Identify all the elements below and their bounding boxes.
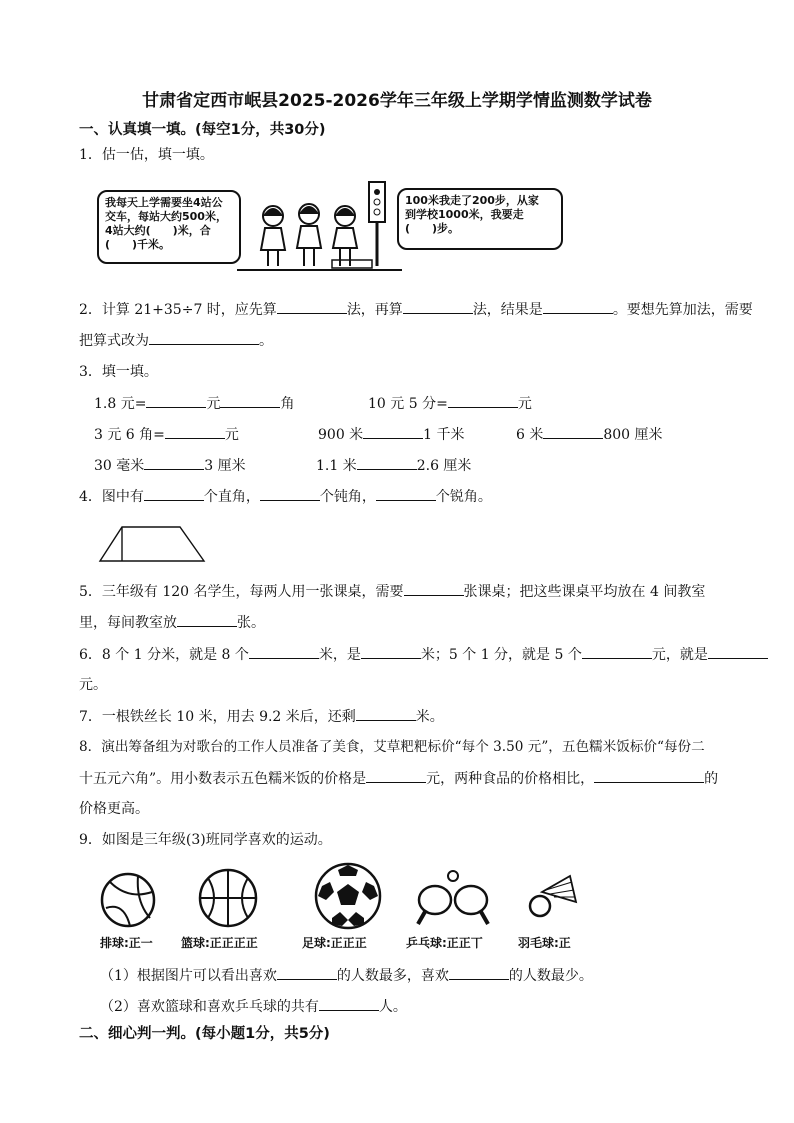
q3-row-1a — [94, 393, 294, 414]
q8-blank[interactable] — [594, 768, 704, 783]
q3-row-2b — [318, 424, 465, 445]
q9-text: 的人数最少。 — [508, 968, 593, 984]
q2-text-a: 2．计算 21+35÷7 时，应先算 — [79, 302, 277, 318]
q2-blank-4[interactable] — [149, 330, 259, 345]
q4-blank[interactable] — [144, 486, 204, 501]
q3-row-2c — [516, 424, 663, 445]
volleyball-icon — [102, 874, 154, 926]
q8-text: 的 — [704, 771, 719, 787]
q8-text: 元，两种食品的价格相比， — [426, 771, 595, 787]
q2-text-c: 法，结果是 — [472, 302, 543, 318]
q4-text: 个锐角。 — [435, 489, 492, 505]
q3-text: 2.6 厘米 — [416, 458, 472, 474]
q6-text: 米；5 个 1 分，就是 5 个 — [420, 647, 582, 663]
q6-blank[interactable] — [582, 644, 652, 659]
q9-text: （1）根据图片可以看出喜欢 — [100, 968, 277, 984]
q4-line — [79, 486, 492, 507]
q6-blank[interactable] — [361, 644, 421, 659]
q3-row-3a — [94, 455, 246, 476]
q6-text: 6．8 个 1 分米，就是 8 个 — [79, 647, 249, 663]
q4-blank[interactable] — [260, 486, 320, 501]
q4-text: 个钝角， — [319, 489, 376, 505]
sports-balls-illustration — [100, 862, 590, 930]
q2-text-f: 。 — [259, 333, 273, 349]
basketball-icon — [200, 870, 256, 926]
bubble-right-line: 100米我走了200步，从家 — [405, 194, 539, 207]
bubble-left-line: 交车，每站大约500米， — [105, 210, 227, 223]
q3-blank[interactable] — [363, 424, 423, 439]
q3-blank[interactable] — [144, 455, 204, 470]
bubble-left-line: 我每天上学需要坐4站公 — [105, 196, 223, 209]
q5-text: 5．三年级有 120 名学生，每两人用一张课桌，需要 — [79, 584, 404, 600]
q5-blank[interactable] — [177, 612, 237, 627]
q9-sub2 — [100, 996, 407, 1017]
q3-text: 10 元 5 分= — [368, 396, 448, 412]
q6-text: 元，就是 — [651, 647, 708, 663]
q8-line-1: 8．演出筹备组为对歌台的工作人员准备了美食，艾草粑粑标价“每个 3.50 元”，五色糯米饭标价“每份二 — [79, 739, 705, 755]
q2-text-b: 法，再算 — [346, 302, 403, 318]
q3-text: 30 毫米 — [94, 458, 145, 474]
q3-blank[interactable] — [357, 455, 417, 470]
q4-text: 个直角， — [203, 489, 260, 505]
q3-text: 1.1 米 — [316, 458, 357, 474]
q8-blank[interactable] — [366, 768, 426, 783]
q9-blank[interactable] — [277, 965, 337, 980]
q3-blank[interactable] — [165, 424, 225, 439]
q7-line — [79, 706, 444, 727]
shuttlecock-icon — [530, 876, 576, 916]
q5-line-1 — [79, 581, 705, 602]
children-traffic-light-drawing — [237, 172, 407, 278]
q3-text: 800 厘米 — [603, 427, 663, 443]
q5-text: 张课桌；把这些课桌平均放在 4 间教室 — [463, 584, 706, 600]
sport-tally-soccer: 足球:正正正 — [302, 936, 367, 950]
q8-line-3: 价格更高。 — [79, 801, 149, 817]
bubble-left-line: ( )千米。 — [105, 238, 171, 251]
trapezoid-figure — [98, 523, 208, 565]
q3-text: 1 千米 — [423, 427, 465, 443]
q2-blank-3[interactable] — [543, 299, 613, 314]
q3-text: 900 米 — [318, 427, 364, 443]
q1-bubble-right — [397, 188, 563, 250]
soccer-ball-icon — [316, 864, 380, 928]
q3-blank[interactable] — [146, 393, 206, 408]
q9-text: 9．如图是三年级(3)班同学喜欢的运动。 — [79, 832, 332, 848]
q2-blank-2[interactable] — [403, 299, 473, 314]
q9-text: （2）喜欢篮球和喜欢乒乓球的共有 — [100, 999, 319, 1015]
q3-blank[interactable] — [448, 393, 518, 408]
q2-blank-1[interactable] — [277, 299, 347, 314]
q3-blank[interactable] — [543, 424, 603, 439]
q7-text: 7．一根铁丝长 10 米，用去 9.2 米后，还剩 — [79, 709, 356, 725]
sport-tally-badminton: 羽毛球:正 — [518, 936, 571, 950]
q9-blank[interactable] — [319, 996, 379, 1011]
q3-blank[interactable] — [220, 393, 280, 408]
q7-text: 米。 — [415, 709, 444, 725]
q1-illustration — [97, 172, 567, 278]
q5-text: 张。 — [237, 615, 265, 631]
sport-tally-ping-pong: 乒乓球:正正丅 — [406, 936, 483, 950]
bubble-left-line: 4站大约( )米，合 — [105, 224, 211, 237]
q2-text-e: 把算式改为 — [79, 333, 149, 349]
q5-line-2 — [79, 612, 265, 633]
q5-text: 里，每间教室放 — [79, 615, 177, 631]
bubble-right-line: 到学校1000米，我要走 — [405, 208, 524, 221]
q8-text: 十五元六角”。用小数表示五色糯米饭的价格是 — [79, 771, 367, 787]
ping-pong-icon — [418, 871, 488, 924]
q6-line-1 — [79, 644, 768, 665]
q2-text-d: 。要想先算加法，需要 — [612, 302, 753, 318]
q1-text: 1．估一估，填一填。 — [79, 147, 214, 163]
q3-text: 3 厘米 — [204, 458, 246, 474]
section-2-heading: 二、细心判一判。(每小题1分，共5分) — [79, 1026, 330, 1042]
q3-label: 3．填一填。 — [79, 364, 158, 380]
sport-tally-volleyball: 排球:正一 — [100, 936, 153, 950]
q7-blank[interactable] — [356, 706, 416, 721]
q3-row-3b — [316, 455, 471, 476]
q6-line-2: 元。 — [79, 677, 107, 693]
q3-row-1b — [368, 393, 532, 414]
q3-text: 元 — [224, 427, 239, 443]
page-title: 甘肃省定西市岷县2025-2026学年三年级上学期学情监测数学试卷 — [142, 91, 652, 111]
q3-text: 1.8 元= — [94, 396, 147, 412]
q2-line-1 — [79, 299, 753, 320]
q6-text: 米，是 — [318, 647, 361, 663]
q6-blank[interactable] — [708, 644, 768, 659]
q9-blank[interactable] — [449, 965, 509, 980]
q9-sub1 — [100, 965, 593, 986]
q3-text: 6 米 — [516, 427, 544, 443]
q3-text: 元 — [517, 396, 532, 412]
q4-blank[interactable] — [376, 486, 436, 501]
q4-text: 4．图中有 — [79, 489, 144, 505]
q3-text: 元 — [206, 396, 221, 412]
q3-row-2a — [94, 424, 239, 445]
q6-blank[interactable] — [249, 644, 319, 659]
q2-line-2 — [79, 330, 273, 351]
q9-text: 人。 — [378, 999, 407, 1015]
sport-tally-basketball: 篮球:正正正正 — [181, 936, 258, 950]
q5-blank[interactable] — [404, 581, 464, 596]
q1-bubble-left — [97, 190, 241, 264]
q9-text: 的人数最多，喜欢 — [336, 968, 449, 984]
q3-text: 角 — [280, 396, 295, 412]
q8-line-2 — [79, 768, 718, 789]
q3-text: 3 元 6 角= — [94, 427, 165, 443]
section-1-heading: 一、认真填一填。(每空1分，共30分) — [79, 122, 326, 138]
bubble-right-line: ( )步。 — [405, 222, 460, 235]
